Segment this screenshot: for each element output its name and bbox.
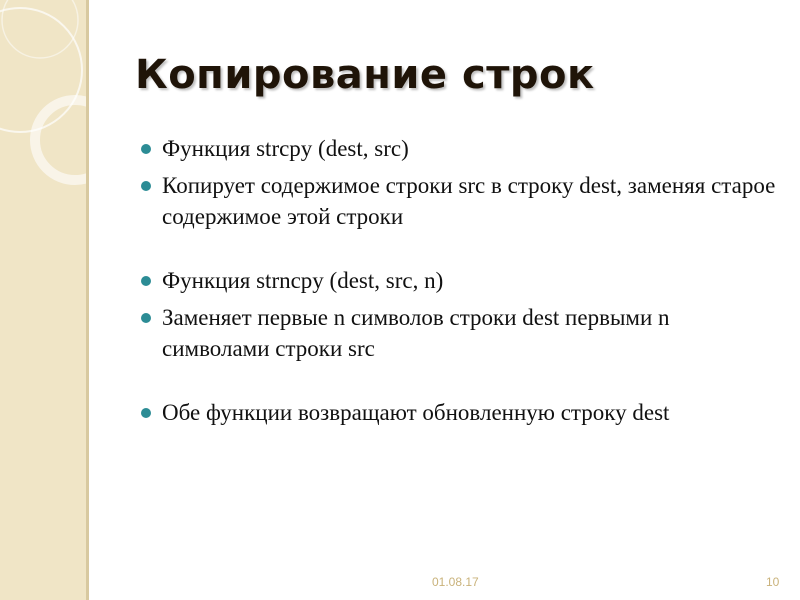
bullet-dot-icon <box>141 313 151 323</box>
bullet-item <box>140 265 780 296</box>
footer-date: 01.08.17 <box>432 575 479 589</box>
bullet-dot-icon <box>141 276 151 286</box>
bullet-dot-icon <box>141 408 151 418</box>
decorative-side-panel <box>0 0 86 600</box>
decorative-circles <box>0 0 86 600</box>
bullet-dot-icon <box>141 144 151 154</box>
bullet-item <box>140 170 780 232</box>
bullet-text: Обе функции возвращают обновленную строку dest <box>162 400 670 425</box>
footer-page-number: 10 <box>766 575 780 589</box>
bullet-text: Функция strncpy (dest, src, n) <box>162 268 444 293</box>
side-divider <box>86 0 89 600</box>
bullet-dot-icon <box>141 181 151 191</box>
bullet-item <box>140 133 780 164</box>
bullet-list <box>140 133 780 428</box>
bullet-text: Функция strcpy (dest, src) <box>162 136 409 161</box>
bullet-text: Копирует содержимое строки src в строку dest, заменяя старое содержимое этой строки <box>162 173 776 229</box>
bullet-item <box>140 397 780 428</box>
bullet-item <box>140 302 780 364</box>
slide-title: Копирование строк <box>135 52 595 98</box>
bullet-text: Заменяет первые n символов строки dest первыми n символами строки src <box>162 305 670 361</box>
